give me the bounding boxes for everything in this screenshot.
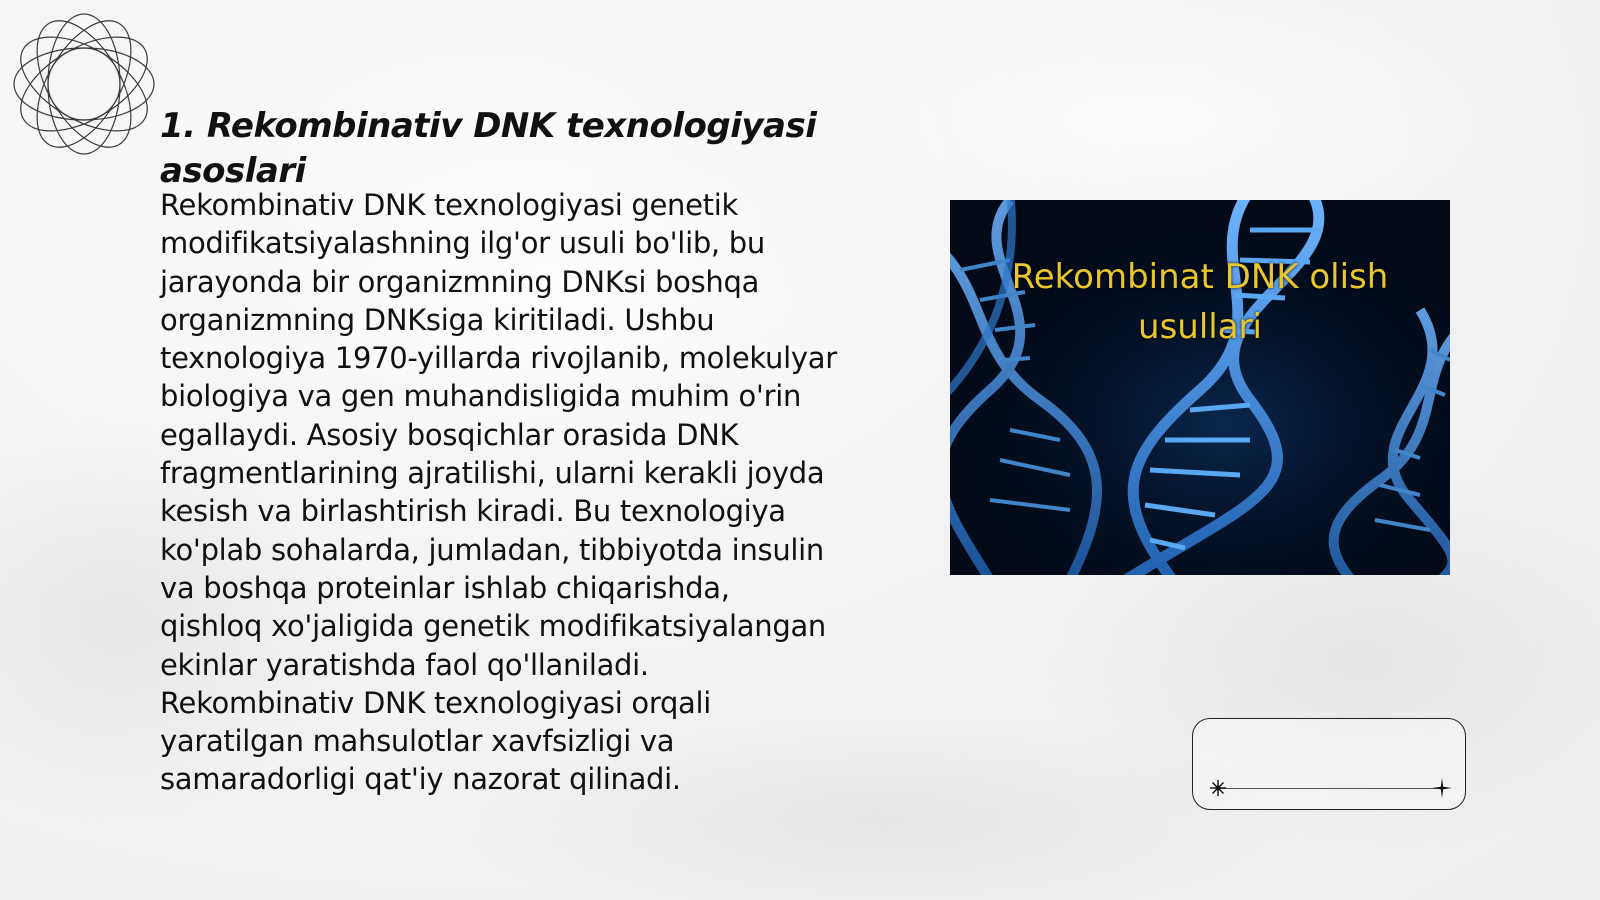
- image-caption-line1: Rekombinat DNK olish: [1011, 257, 1389, 297]
- starburst-icon: [1207, 777, 1229, 799]
- progress-track: [1217, 788, 1443, 789]
- decorative-progress-card: [1192, 718, 1466, 810]
- slide-body-text: Rekombinativ DNK texnologiyasi genetik modifikatsiyalashning ilg'or usuli bo'lib, bu jarayonda bir organizmning DNKsi boshqa organizmning DNKsiga kiritiladi. Ushbu texnologiya 1970-yillarda rivojlanib, molekulyar biologiya va gen muhandisligida muhim o'rin egallaydi. Asosiy bosqichlar orasida DNK fragmentlarining ajratilishi, ularni kerakli joyda kesish va birlashtirish kiradi. Bu texnologiya ko'plab sohalarda, jumladan, tibbiyotda insulin va boshqa proteinlar ishlab chiqarishda, qishloq xo'jaligida genetik modifikatsiyalangan ekinlar yaratishda faol qo'llaniladi. Rekombinativ DNK texnologiyasi orqali yaratilgan mahsulotlar xavfsizligi va samaradorligi qat'iy nazorat qilinadi.: [160, 188, 837, 797]
- image-caption: [950, 252, 1450, 352]
- decorative-rings-icon: [10, 10, 158, 158]
- image-caption-line2: usullari: [1138, 307, 1262, 347]
- dna-helix-image: [950, 200, 1450, 575]
- slide-title: 1. Rekombinativ DNK texnologiyasi asoslari: [160, 106, 817, 191]
- sparkle-icon: [1431, 777, 1453, 799]
